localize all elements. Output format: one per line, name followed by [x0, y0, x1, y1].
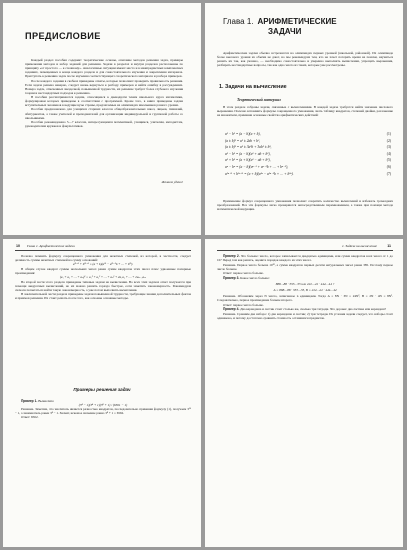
example-3: Пример 3. Какое число больше: [223, 276, 270, 281]
example-label: Пример 4. [223, 307, 240, 312]
formula-number: (2) [386, 138, 391, 143]
page-preface [3, 3, 201, 235]
example-label: Пример 3. [223, 276, 240, 281]
page-chapter-1 [205, 3, 403, 235]
running-head: Глава 1. Арифметические задачи [27, 244, 75, 248]
running-head: 1. Задачи на вычисление [341, 244, 377, 248]
paragraph: Во второй части этого раздела приведены типовые задачи на вычисления. Во всех этих задачах ответ получается при помощи аккуратных вычислений, но их можно решить гораздо быстрее, если заметить закономерность. Рекомендуем сначала попытаться найти такую закономерность, а уже потом выполнять вычисления. [15, 280, 191, 293]
preface-paragraph: Пособие рекомендовано 5—7 классам, интересующимся математикой, учащимся, учителям, методистам, руководителям кружков и факультативов. [25, 119, 183, 128]
preface-paragraph: После каждого задания в скобках приведены ответы, которые позволяют проверить правильность решения. Если задача решена неверно, следует вновь вернуться к разбору примеров и найти ошибку в рассуждениях. Номера задач, отмеченных звездочкой, повышенной трудности, их решение требует более глубокого изучения теории и нестандартных подходов к решению. [25, 78, 183, 95]
paragraph: Полезно помнить формулу сокращенного умножения для нечетных степеней, из которой, в частности, следует делимость суммы нечетных степеней на сумму оснований: [15, 254, 191, 263]
page-11 [205, 239, 403, 547]
formula: (a ± b)³ = a³ ± 3a²b + 3ab² ± b³, (3) [225, 145, 391, 150]
formula-number: (7) [386, 171, 391, 176]
preface-paragraph: Пособие предназначено для учащихся старших классов общеобразовательных школ, лицеев, гимназий, абитуриентов, а также учителей и преподавателей для организации индивидуальной и групповой работы со школьниками. [25, 107, 183, 120]
subsection-title: Теоретический материал [237, 98, 281, 102]
preface-heading: ПРЕДИСЛОВИЕ [25, 31, 101, 41]
preface-body [25, 58, 183, 128]
chapter-heading [223, 17, 393, 37]
header-rule [217, 250, 393, 251]
example-label: Пример 2. [223, 254, 240, 258]
example-answer: Ответ: первое число больше. [223, 271, 264, 276]
theory-text: В этом разделе собраны задачи, связанные с вычислениями. В каждой задаче требуется найти значение числового выражения. Полезно вспомнить формулы сокращенного умножения, знать таблицу квадратов, степеней двойки, разложение на множители, применяя основные свойства арифметических действий: [217, 105, 393, 118]
theory-continuation: Применение формул сокращенного умножения позволяет сократить количество вычислений и избежать громоздких преобразований. Все эти формулы легко проверяются непосредственным перемножением, а также при помощи метода математической индукции. [217, 199, 393, 212]
example-label: Пример 1. [21, 399, 38, 403]
formula-number: (3) [386, 145, 391, 150]
paragraph: В общем случае квадрат суммы нескольких чисел равен сумме квадратов этих чисел плюс удвоенные попарные произведения: [15, 267, 191, 276]
example-4: Пример 4. Два карандаша и ластик стоят столько же, сколько три тетради. Что дороже: два ластика или карандаш? [223, 307, 386, 312]
formula: (a₁ + a₂ + … + aₙ)² = a₁² + a₂² + … + aₙ² + 2a₁a₂ + … + 2aₙ₋₁aₙ. [59, 275, 147, 280]
chapter-label: Глава 1. [223, 17, 254, 26]
formula-number: (5) [386, 158, 391, 163]
example-1 [15, 399, 191, 419]
formula-number: (6) [386, 164, 391, 169]
formula-number: (4) [386, 151, 391, 156]
section-title: 1. Задачи на вычисление [219, 84, 287, 90]
example-solution: Решение. Первое число больше 10¹⁹, а сумма квадратов первых десяти натуральных чисел равна 385. Поэтому первое число больше. [217, 262, 393, 271]
preface-signature: Желаем удачи! [161, 180, 183, 184]
formula-list [225, 131, 391, 177]
header-rule [15, 250, 191, 251]
example-answer: Ответ: первое число больше. [223, 302, 264, 307]
formula: a³ + b³ = (a + b)(a² − ab + b²), (5) [225, 158, 391, 163]
formula: a³ − b³ = (a − b)(a² + ab + b²), (4) [225, 151, 391, 156]
comparison-row: 888…88 · 333…33 или 222…22 · 444…44 ? [275, 281, 335, 286]
example-solution: Решение. Заметим, что числитель является разностью квадратов, последовательно применяя формулу (1), получаем 3¹⁶ − 1, а знаменатель равен 3⁸ − 1. Значит, искомое значение равно 3⁸ + 1 = 6562. [15, 407, 191, 416]
page-10-body [15, 254, 191, 300]
formula: aⁿ − bⁿ = (a − b)(aⁿ⁻¹ + aⁿ⁻²b + … + bⁿ⁻¹), (6) [225, 164, 391, 169]
example-2: Пример 2. Что больше: число, которое записывается двадцатью единицами, или сумма квадратов всех чисел от 1 до 10? Перед тем как решать, оцените порядок каждого из этих чисел. [217, 254, 393, 263]
chapter-title: АРИФМЕТИЧЕСКИЕ [257, 17, 337, 26]
example-expression: (3⁴ − 1)(3⁴ + 1)(3⁸ + 1) / (6561 − 1) [78, 403, 128, 408]
chapter-intro: Арифметические задачи обычно встречаются на олимпиадах первых уровней (школьной, районной). Их олимпиада более высокого уровня из объёма не дают, но мы рекомендуем тем, кто не хочет потерять время на поиски, научиться решать их так, как указано, — необходимо самостоятельно и уверенно выполнять вычисления, упрощать выражения, разбирать нестандартные вопросы, так как одно число из таких, которые уже рассмотрены. [217, 51, 393, 68]
formula: a²ᵏ⁺¹ + b²ᵏ⁺¹ = (a + b)(a²ᵏ − a²ᵏ⁻¹b + … + b²ᵏ). [72, 262, 134, 267]
example-statement: Пример 1. Вычислите [21, 399, 54, 403]
paragraph: В заключительной части раздела приведены задачи повышенной трудности, требующие знания дополнительных фактов и приемов решения. Их стоит решать после того, как освоены основные методы. [15, 292, 191, 301]
formula: a² − b² = (a − b)(a + b), (1) [225, 132, 391, 136]
page-10 [3, 239, 201, 547]
preface-paragraph: В пособии рассматриваются задачи, относящиеся к двенадцати темам школьного курса математики, формулировки которых приведены в соответствии с программой. Кроме того, в книге приведены задачи вступительных экзаменов в ведущие вузы страны, предлагаемые на олимпиадах школьников разного уровня. [25, 95, 183, 108]
example-answer: Ответ: 6562. [21, 415, 39, 420]
comparison-row: A = 888…88 · 333…33, B = 222…22 · 444…44 [273, 288, 337, 293]
example-solution: Решение. Обозначим через N число, записанное n единицами. Тогда A = 8N · 3N = 24N², B = 2N · 4N = 8N². Следовательно, первое произведение больше второго. [217, 293, 393, 302]
formula: a²ⁿ⁺¹ + b²ⁿ⁺¹ = (a + b)(a²ⁿ − a²ⁿ⁻¹b + … + b²ⁿ). (7) [225, 171, 391, 176]
examples-heading: Примеры решения задач [73, 387, 131, 392]
preface-paragraph: Каждый раздел пособия содержит теоретические основы, описание методов решения задач, примеры применения методов и набор заданий для решения. Задачи в разделах и внутри разделов расположены по принципу «от простого — к сложному». Аналогичные ситуации имеют место и в межпредметных комплексных заданиях, помещенных в конце каждого раздела и для самостоятельного изучения и закрепления материала. Приступать к решению задач после изучения соответствующего теоретического материала и разбора примеров. [25, 58, 183, 79]
example-solution: Решение. Сравним два набора: 1) два карандаша и ластик; 2) три тетради. Из условия задачи следует, что наборы стоят одинаково, и потому достаточно сравнить стоимость оставшихся предметов. [217, 311, 393, 320]
formula-number: (1) [386, 132, 391, 136]
page-number: 11 [387, 244, 391, 248]
chapter-title-line-2: ЗАДАЧИ [268, 27, 302, 36]
page-number: 10 [16, 244, 20, 248]
formula: (a ± b)² = a² ± 2ab + b², (2) [225, 138, 391, 143]
page-11-body [217, 254, 393, 321]
